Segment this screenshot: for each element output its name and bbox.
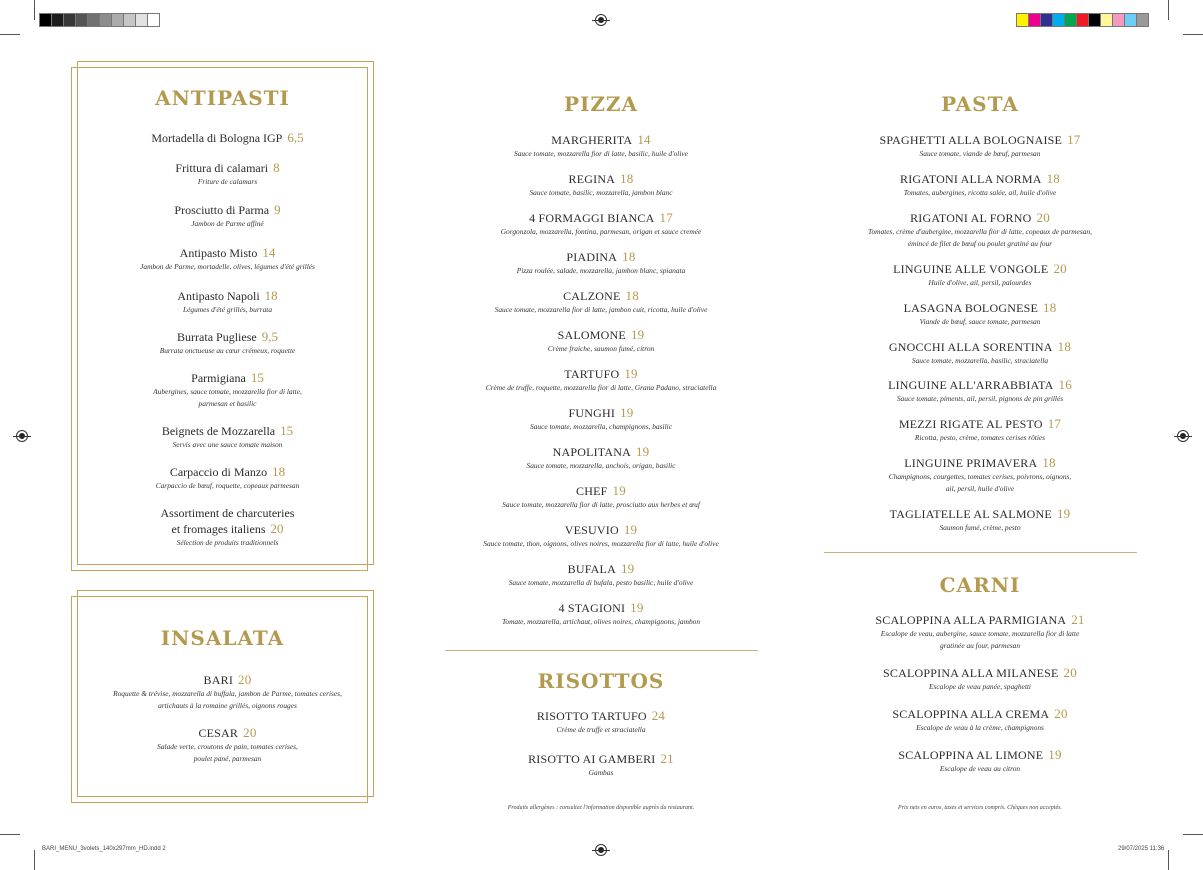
dish-name: LINGUINE ALL'ARRABBIATA <box>888 378 1054 392</box>
dish-description: poulet pané, parmesan <box>193 754 262 763</box>
dish-description: Sauce tomate, mozzarella, basilic, straciatella <box>911 356 1049 365</box>
crop-mark <box>1183 834 1203 835</box>
pizza-item <box>450 366 752 394</box>
dish-name: CALZONE <box>563 289 621 303</box>
dish-price: 18 <box>625 288 639 303</box>
dish-price: 18 <box>264 288 278 303</box>
pizza-item <box>450 288 752 316</box>
pizza-divider <box>445 650 758 651</box>
antipasti-item <box>80 288 375 316</box>
crop-mark <box>0 34 20 35</box>
dish-description: artichauts à la romaine grillés, oignons rouges <box>158 701 297 710</box>
dish-name: SCALOPPINA AL LIMONE <box>898 748 1044 762</box>
dish-name: RIGATONI AL FORNO <box>910 211 1032 225</box>
allergen-note: Produits allergènes : consultez l'information disponible auprès du restaurant. <box>507 805 695 811</box>
dish-description: Huile d'olive, ail, persil, palourdes <box>928 278 1032 287</box>
registration-mark-left <box>16 430 28 442</box>
pizza-item <box>450 522 752 550</box>
pizza-item <box>450 171 752 199</box>
dish-name: Antipasto Napoli <box>177 289 260 303</box>
dish-description: Crème de truffe, roquette, mozzarella fior di latte, Grana Padano, straciatella <box>485 383 717 392</box>
dish-description: Champignons, courgettes, tomates cerises, poivrons, oignons, <box>888 472 1072 481</box>
registration-mark-right <box>1177 430 1189 442</box>
dish-price: 14 <box>262 245 276 260</box>
dish-description: Sauce tomate, basilic, mozzarella, jambon blanc <box>529 188 673 197</box>
pasta-item <box>825 416 1135 444</box>
carni-item <box>825 706 1135 734</box>
dish-description: Tomate, mozzarella, artichaut, olives noires, champignons, jambon <box>501 617 701 626</box>
crop-mark <box>34 850 35 870</box>
dish-price: 18 <box>1042 455 1056 470</box>
insalata-item <box>75 672 380 712</box>
pasta-item <box>825 506 1135 534</box>
dish-price: 18 <box>1043 300 1057 315</box>
carni-item <box>825 747 1135 775</box>
pasta-item <box>825 171 1135 199</box>
dish-price: 20 <box>1054 706 1068 721</box>
dish-price: 19 <box>630 600 644 615</box>
dish-name: 4 FORMAGGI BIANCA <box>529 211 655 225</box>
dish-description: Sauce tomate, mozzarella, champignons, basilic <box>530 422 672 431</box>
antipasti-item <box>80 329 375 357</box>
dish-description: Jambon de Parme, mortadelle, olives, légumes d'été grillés <box>140 262 315 271</box>
dish-price: 8 <box>273 160 280 175</box>
dish-price: 20 <box>1063 665 1077 680</box>
dish-description: parmesan et basilic <box>198 399 257 408</box>
dish-price: 19 <box>624 366 638 381</box>
dish-name: Beignets de Mozzarella <box>161 424 276 438</box>
pizza-item <box>450 210 752 238</box>
pasta-divider <box>824 552 1137 553</box>
dish-description: ail, persil, huile d'olive <box>945 484 1015 493</box>
dish-price: 20 <box>1036 210 1050 225</box>
dish-price: 18 <box>1046 171 1060 186</box>
dish-name: 4 STAGIONI <box>558 601 626 615</box>
dish-description: Servis avec une sauce tomate maison <box>172 440 283 449</box>
dish-name: Frittura di calamari <box>175 161 269 175</box>
pasta-item <box>825 377 1135 405</box>
dish-price: 20 <box>238 672 252 687</box>
dish-description: Salade verte, croutons de pain, tomates cerises, <box>157 742 298 751</box>
dish-description: Crème de truffe et straciatella <box>556 725 646 734</box>
dish-price: 19 <box>620 405 634 420</box>
pizza-item <box>450 405 752 433</box>
dish-price: 19 <box>1056 506 1071 521</box>
file-slug: BARI_MENU_3volets_140x297mm_HD.indd 2 <box>42 846 166 852</box>
pizza-item <box>450 327 752 355</box>
pasta-item <box>825 210 1135 250</box>
dish-price: 17 <box>1067 132 1081 147</box>
registration-mark-bottom <box>595 844 607 856</box>
dish-price: 19 <box>623 522 638 537</box>
pizza-item <box>450 561 752 589</box>
color-swatch <box>1136 13 1149 27</box>
dish-description: Roquette & trévise, mozzarella di buffala, jambon de Parme, tomates cerises, <box>113 689 342 698</box>
dish-price: 24 <box>651 708 666 723</box>
dish-price: 19 <box>635 444 650 459</box>
dish-name: REGINA <box>568 172 616 186</box>
insalata-item <box>75 725 380 765</box>
antipasti-item <box>80 370 375 410</box>
dish-name: LASAGNA BOLOGNESE <box>903 301 1038 315</box>
gray-swatch <box>147 13 160 27</box>
dish-description: Carpaccio de bœuf, roquette, copeaux parmesan <box>155 481 300 490</box>
dish-price: 14 <box>637 132 651 147</box>
dish-description: Escalope de veau panée, spaghetti <box>928 682 1031 691</box>
pasta-item <box>825 132 1135 160</box>
carni-item <box>825 665 1135 693</box>
dish-description: Sauce tomate, mozzarella fior di latte, basilic, huile d'olive <box>514 149 688 158</box>
dish-description: Ricotta, pesto, crème, tomates cerises rôties <box>914 433 1046 442</box>
dish-name: Parmigiana <box>191 371 246 385</box>
dish-name: SCALOPPINA ALLA CREMA <box>892 707 1050 721</box>
dish-name: PIADINA <box>566 250 618 264</box>
pizza-title: PIZZA <box>563 92 639 116</box>
dish-name: RIGATONI ALLA NORMA <box>900 172 1042 186</box>
dish-description: Friture de calamars <box>197 177 258 186</box>
dish-description: Saumon fumé, crème, pesto <box>939 523 1021 532</box>
dish-name: LINGUINE ALLE VONGOLE <box>893 262 1049 276</box>
dish-price: 15 <box>250 370 264 385</box>
dish-description: Pizza roulée, salade, mozzarella, jambon blanc, spianata <box>516 266 686 275</box>
dish-price: 18 <box>1057 339 1072 354</box>
antipasti-item <box>80 506 375 549</box>
dish-name: Prosciutto di Parma <box>174 203 270 217</box>
dish-name: SCALOPPINA ALLA PARMIGIANA <box>875 613 1067 627</box>
antipasti-item <box>80 202 375 230</box>
color-bar <box>1017 13 1149 27</box>
dish-name: MEZZI RIGATE AL PESTO <box>898 417 1043 431</box>
crop-mark <box>1168 0 1169 20</box>
dish-description: Escalope de veau à la crème, champignons <box>916 723 1044 732</box>
dish-name: GNOCCHI ALLA SORENTINA <box>888 340 1053 354</box>
pizza-item <box>450 444 752 472</box>
insalata-title: INSALATA <box>160 626 285 650</box>
pizza-item <box>450 483 752 511</box>
dish-description: Tomates, crème d'aubergine, mozzarella fior di latte, copeaux de parmesan, <box>868 227 1092 236</box>
antipasti-item <box>80 464 375 492</box>
dish-description: Crème fraiche, saumon fumé, citron <box>547 344 655 353</box>
dish-description: Gambas <box>588 768 614 777</box>
dish-name: TAGLIATELLE AL SALMONE <box>889 507 1052 521</box>
registration-mark-top <box>595 14 607 26</box>
dish-description: Viande de bœuf, sauce tomate, parmesan <box>919 317 1041 326</box>
dish-name: CHEF <box>576 484 608 498</box>
dish-price: 9 <box>274 202 281 217</box>
dish-price: 17 <box>659 210 673 225</box>
dish-description: Sauce tomate, mozzarella fior di latte, jambon cuit, ricotta, huile d'olive <box>494 305 708 314</box>
dish-description: Burrata onctueuse au cœur crémeux, roquette <box>159 346 296 355</box>
dish-description: Sauce tomate, mozzarella, anchois, origan, basilic <box>526 461 676 470</box>
dish-name: Carpaccio di Manzo <box>169 465 268 479</box>
pasta-item <box>825 261 1135 289</box>
antipasti-item <box>80 160 375 188</box>
carni-title: CARNI <box>939 573 1021 597</box>
dish-name: MARGHERITA <box>551 133 633 147</box>
dish-name: BUFALA <box>567 562 616 576</box>
dish-price: 18 <box>622 249 636 264</box>
dish-name: Antipasto Misto <box>179 246 258 260</box>
carni-item <box>825 612 1135 652</box>
dish-name: TARTUFO <box>564 367 620 381</box>
dish-price: 20 <box>270 521 284 536</box>
risottos-title: RISOTTOS <box>537 669 665 693</box>
dish-name: RISOTTO TARTUFO <box>536 709 647 723</box>
price-note: Prix nets en euros, taxes et services compris. Chèques non acceptés. <box>898 805 1062 811</box>
dish-price: 20 <box>243 725 257 740</box>
dish-description: Légumes d'été grillés, burrata <box>182 305 273 314</box>
dish-name: NAPOLITANA <box>552 445 631 459</box>
dish-price: 9,5 <box>261 329 278 344</box>
pizza-item <box>450 132 752 160</box>
dish-description: Tomates, aubergines, ricotta salée, ail, huile d'olive <box>903 188 1057 197</box>
gray-color-bar <box>40 13 160 27</box>
dish-price: 19 <box>630 327 645 342</box>
dish-description: Sauce tomate, mozzarella fior di latte, prosciutto aux herbes et œuf <box>502 500 700 509</box>
pizza-item <box>450 600 752 628</box>
dish-description: Sélection de produits traditionnels <box>176 538 279 547</box>
risottos-item <box>450 708 752 736</box>
dish-name: Mortadella di Bologna IGP <box>151 131 283 145</box>
pasta-item <box>825 300 1135 328</box>
dish-price: 19 <box>612 483 626 498</box>
dish-name: VESUVIO <box>564 523 619 537</box>
dish-name: et fromages italiens <box>171 522 266 536</box>
pizza-item <box>450 249 752 277</box>
dish-description: Aubergines, sauce tomate, mozzarella fior di latte, <box>153 387 302 396</box>
dish-description: Sauce tomate, mozzarella di bufala, pesto basilic, huile d'olive <box>508 578 694 587</box>
dish-description: Sauce tomate, viande de bœuf, parmesan <box>919 149 1041 158</box>
pasta-title: PASTA <box>941 92 1019 116</box>
risottos-item <box>450 751 752 779</box>
crop-mark <box>1168 850 1169 870</box>
dish-description: Gorgonzola, mozzarella, fontina, parmesan, origan et sauce cremée <box>500 227 702 236</box>
dish-price: 17 <box>1047 416 1062 431</box>
antipasti-title: ANTIPASTI <box>155 86 290 110</box>
dish-description: gratinée au four, parmesan <box>939 641 1021 650</box>
dish-description: Sauce tomate, thon, oignons, olives noires, mozzarella fior di latte, huile d'olive <box>483 539 719 548</box>
dish-price: 20 <box>1053 261 1067 276</box>
dish-description: Escalope de veau, aubergine, sauce tomate, mozzarella fior di latte <box>880 629 1080 638</box>
dish-description: Jambon de Parme affiné <box>191 219 264 228</box>
dish-name: Burrata Pugliese <box>177 330 257 344</box>
crop-mark <box>34 0 35 20</box>
dish-name: SCALOPPINA ALLA MILANESE <box>883 666 1059 680</box>
antipasti-item <box>80 423 375 451</box>
dish-price: 21 <box>1071 612 1085 627</box>
dish-name: CESAR <box>198 726 239 740</box>
dish-name: RISOTTO AI GAMBERI <box>528 752 656 766</box>
dish-price: 19 <box>1048 747 1062 762</box>
dish-price: 16 <box>1058 377 1072 392</box>
dish-price: 18 <box>620 171 634 186</box>
dish-name: FUNGHI <box>568 406 616 420</box>
dish-price: 15 <box>280 423 294 438</box>
pasta-item <box>825 339 1135 367</box>
dish-price: 19 <box>620 561 635 576</box>
date-slug: 29/07/2025 11:36 <box>1118 846 1165 852</box>
dish-price: 21 <box>660 751 674 766</box>
dish-description: émincé de filet de bœuf ou poulet gratiné au four <box>907 239 1053 248</box>
dish-price: 6,5 <box>287 130 304 145</box>
antipasti-item <box>80 130 375 146</box>
dish-name: LINGUINE PRIMAVERA <box>904 456 1038 470</box>
dish-name: Assortiment de charcuteries <box>160 506 295 520</box>
dish-name: BARI <box>203 673 234 687</box>
crop-mark <box>0 834 20 835</box>
pasta-item <box>825 455 1135 495</box>
dish-name: SPAGHETTI ALLA BOLOGNAISE <box>879 133 1063 147</box>
dish-price: 18 <box>272 464 286 479</box>
crop-mark <box>1183 34 1203 35</box>
dish-description: Sauce tomate, piments, ail, persil, pignons de pin grillés <box>896 394 1064 403</box>
dish-name: SALOMONE <box>557 328 626 342</box>
antipasti-item <box>80 245 375 273</box>
dish-description: Escalope de veau au citron <box>939 764 1021 773</box>
